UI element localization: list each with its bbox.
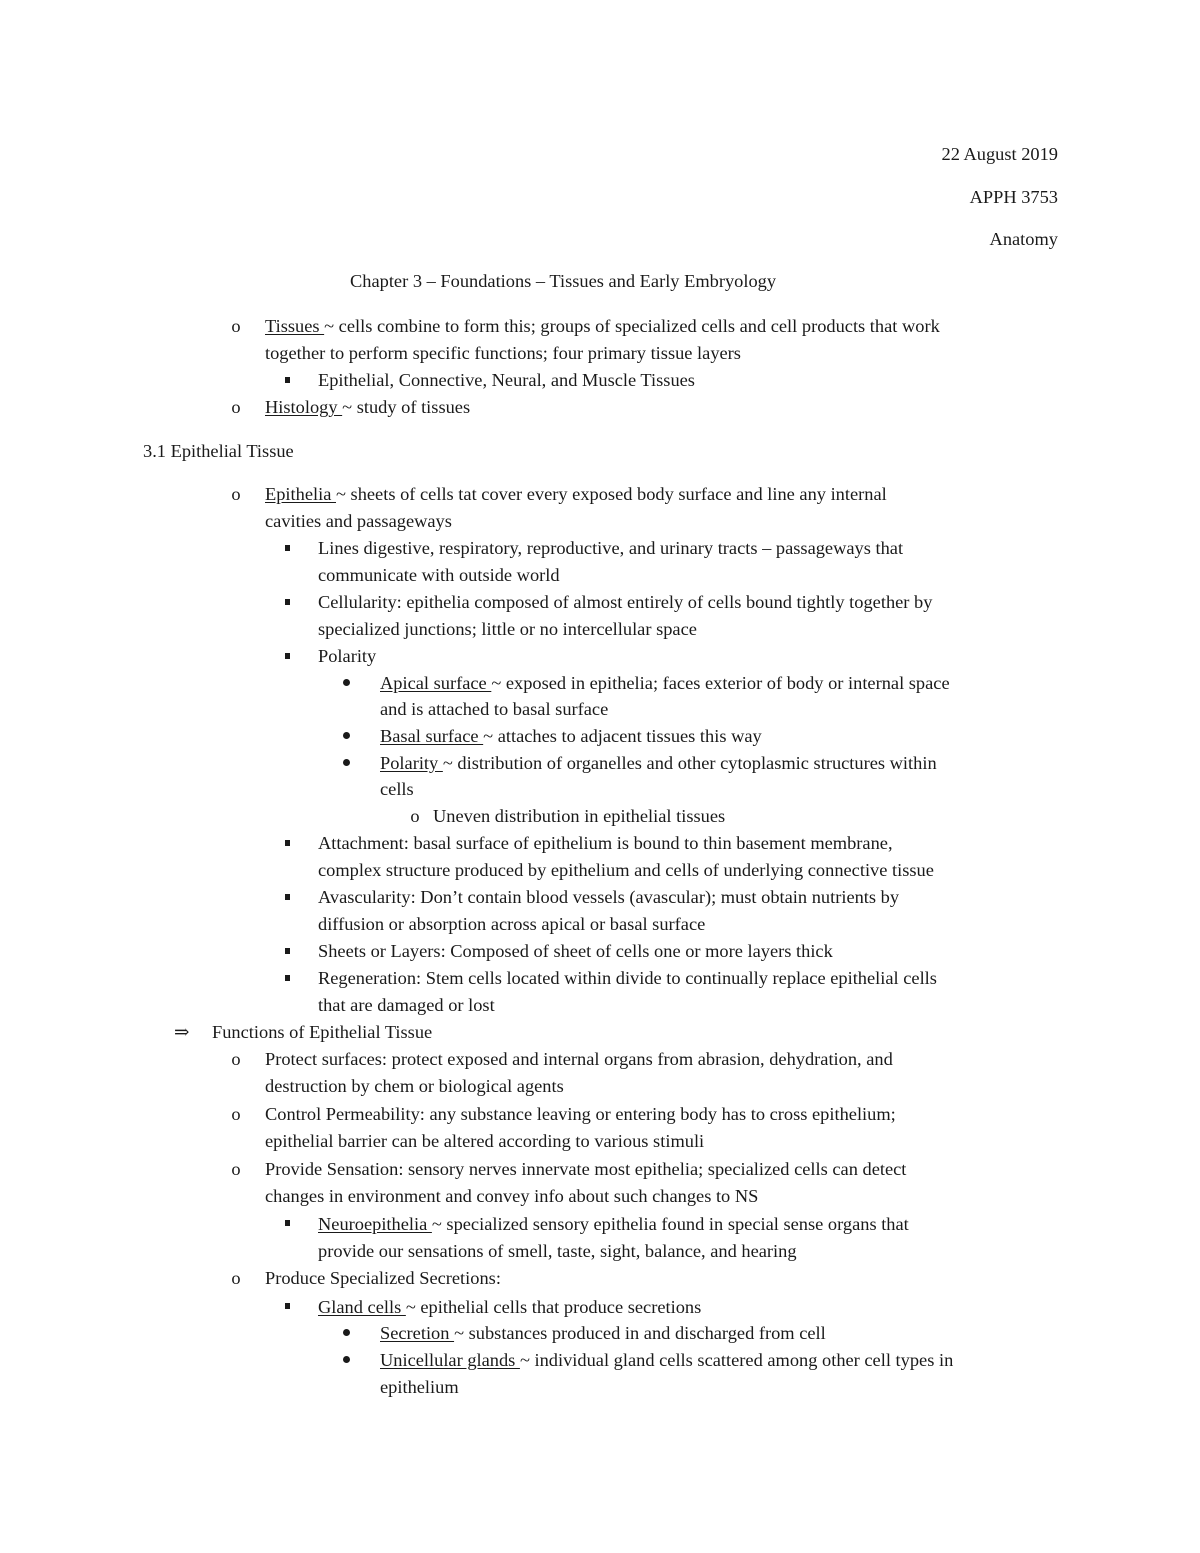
square-bullet: [285, 377, 290, 383]
square-bullet: [285, 545, 290, 551]
protect-l1: Protect surfaces: protect exposed and internal organs from abrasion, dehydration, and: [265, 1049, 893, 1069]
avascularity-l1: Avascularity: Don’t contain blood vessels (avascular); must obtain nutrients by: [318, 887, 900, 907]
unicellular-definition: ~ individual gland cells scattered among other cell types in: [519, 1350, 954, 1370]
control-l2: epithelial barrier can be altered according to various stimuli: [265, 1131, 705, 1151]
round-bullet: [343, 732, 350, 739]
square-bullet: [285, 840, 290, 846]
bullet-o: o: [231, 1268, 241, 1288]
cellularity-l1: Cellularity: epithelia composed of almost entirely of cells bound tightly together by: [318, 592, 933, 612]
bullet-o: o: [231, 1104, 241, 1124]
polarity-item: Polarity: [318, 646, 377, 666]
term-secretion: Secretion: [380, 1323, 455, 1343]
term-polarity: Polarity: [380, 753, 443, 773]
polarity-definition: ~ distribution of organelles and other cytoplasmic structures within: [442, 753, 937, 773]
term-neuroepithelia: Neuroepithelia: [318, 1214, 432, 1234]
header-subject: Anatomy: [989, 229, 1058, 249]
round-bullet: [343, 1329, 350, 1336]
gland-definition: ~ epithelial cells that produce secretions: [405, 1297, 702, 1317]
square-bullet: [285, 1303, 290, 1309]
square-bullet: [285, 1220, 290, 1226]
round-bullet: [343, 679, 350, 686]
bullet-o: o: [410, 806, 420, 826]
term-histology: Histology: [265, 397, 343, 417]
attachment-l1: Attachment: basal surface of epithelium is bound to thin basement membrane,: [318, 833, 893, 853]
secretion-definition: ~ substances produced in and discharged from cell: [454, 1323, 826, 1343]
neuro-line2: provide our sensations of smell, taste, sight, balance, and hearing: [318, 1241, 797, 1261]
bullet-o: o: [231, 484, 241, 504]
tissues-types: Epithelial, Connective, Neural, and Muscle Tissues: [318, 370, 695, 390]
basal-definition: ~ attaches to adjacent tissues this way: [483, 726, 762, 746]
protect-l2: destruction by chem or biological agents: [265, 1076, 564, 1096]
square-bullet: [285, 975, 290, 981]
regeneration-l1: Regeneration: Stem cells located within divide to continually replace epithelial cells: [318, 968, 937, 988]
term-apical-surface: Apical surface: [380, 673, 492, 693]
functions-heading: Functions of Epithelial Tissue: [212, 1022, 433, 1042]
square-bullet: [285, 894, 290, 900]
neuro-definition: ~ specialized sensory epithelia found in special sense organs that: [431, 1214, 909, 1234]
chapter-title: Chapter 3 – Foundations – Tissues and Early Embryology: [350, 271, 777, 291]
bullet-o: o: [231, 397, 241, 417]
histology-line: [265, 394, 470, 421]
control-l1: Control Permeability: any substance leaving or entering body has to cross epithelium;: [265, 1104, 896, 1124]
section-heading: 3.1 Epithelial Tissue: [143, 441, 294, 461]
tissues-line1: [265, 313, 940, 340]
secretion-line: [380, 1320, 826, 1347]
apical-line2: and is attached to basal surface: [380, 699, 609, 719]
epithelia-definition: ~ sheets of cells tat cover every exposed body surface and line any internal: [336, 484, 887, 504]
secretions-item: Produce Specialized Secretions:: [265, 1268, 501, 1288]
arrow-bullet: ⇒: [174, 1022, 190, 1042]
avascularity-l2: diffusion or absorption across apical or basal surface: [318, 914, 706, 934]
unicellular-line2: epithelium: [380, 1377, 459, 1397]
attachment-l2: complex structure produced by epithelium and cells of underlying connective tissue: [318, 860, 934, 880]
bullet-o: o: [231, 1159, 241, 1179]
cellularity-l2: specialized junctions; little or no intercellular space: [318, 619, 697, 639]
neuro-line1: [318, 1211, 909, 1238]
tissues-definition: ~ cells combine to form this; groups of specialized cells and cell products that work: [324, 316, 940, 336]
term-epithelia: Epithelia: [265, 484, 336, 504]
polarity-def-line1: [380, 750, 937, 777]
sensation-l1: Provide Sensation: sensory nerves innervate most epithelia; specialized cells can detect: [265, 1159, 907, 1179]
lines-item-l2: communicate with outside world: [318, 565, 560, 585]
round-bullet: [343, 759, 350, 766]
epithelia-line2: cavities and passageways: [265, 511, 452, 531]
term-tissues: Tissues: [265, 316, 325, 336]
sheets-item: Sheets or Layers: Composed of sheet of cells one or more layers thick: [318, 941, 833, 961]
apical-definition: ~ exposed in epithelia; faces exterior of body or internal space: [491, 673, 950, 693]
square-bullet: [285, 948, 290, 954]
uneven-distribution: Uneven distribution in epithelial tissues: [433, 806, 726, 826]
polarity-def-line2: cells: [380, 779, 414, 799]
gland-line: [318, 1294, 701, 1321]
regeneration-l2: that are damaged or lost: [318, 995, 495, 1015]
square-bullet: [285, 653, 290, 659]
basal-line: [380, 723, 762, 750]
apical-line1: [380, 670, 950, 697]
unicellular-line1: [380, 1347, 953, 1374]
term-basal-surface: Basal surface: [380, 726, 484, 746]
bullet-o: o: [231, 1049, 241, 1069]
tissues-line2: together to perform specific functions; four primary tissue layers: [265, 343, 741, 363]
term-gland-cells: Gland cells: [318, 1297, 406, 1317]
header-course: APPH 3753: [969, 187, 1058, 207]
epithelia-line1: [265, 481, 887, 508]
lines-item-l1: Lines digestive, respiratory, reproductive, and urinary tracts – passageways that: [318, 538, 904, 558]
round-bullet: [343, 1356, 350, 1363]
header-date: 22 August 2019: [941, 144, 1058, 164]
term-unicellular-glands: Unicellular glands: [380, 1350, 520, 1370]
histology-definition: ~ study of tissues: [342, 397, 471, 417]
bullet-o: o: [231, 316, 241, 336]
square-bullet: [285, 599, 290, 605]
sensation-l2: changes in environment and convey info about such changes to NS: [265, 1186, 759, 1206]
